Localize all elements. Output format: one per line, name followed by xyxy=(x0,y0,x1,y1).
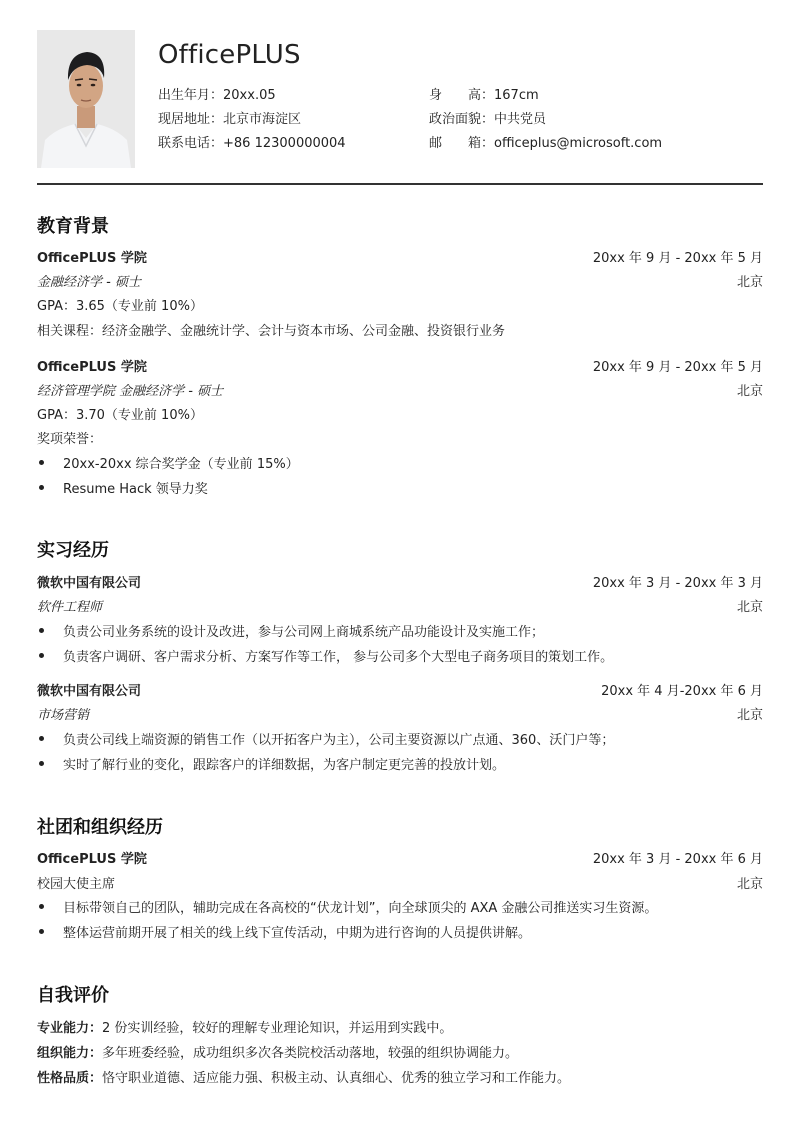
internship-1-city: 北京 xyxy=(736,600,763,615)
education-2-gpa: GPA：3.70（专业前 10%） xyxy=(37,408,203,423)
height-row xyxy=(429,84,539,103)
self-eval-label: 组织能力： xyxy=(37,1046,103,1061)
height-value: 167cm xyxy=(494,88,539,103)
self-eval-label: 性格品质： xyxy=(37,1071,103,1086)
list-item: Resume Hack 领导力奖 xyxy=(63,478,208,497)
list-item: 实时了解行业的变化，跟踪客户的详细数据，为客户制定更完善的投放计划。 xyxy=(63,754,505,773)
education-1-major: 金融经济学 - 硕士 xyxy=(37,275,141,290)
birth-date-row xyxy=(158,84,276,103)
clubs-1-date: 20xx 年 3 月 - 20xx 年 6 月 xyxy=(592,852,763,867)
email-label: 邮 箱： xyxy=(429,136,495,151)
phone-row xyxy=(158,132,346,151)
education-2-school: OfficePLUS 学院 xyxy=(37,360,147,375)
internship-2-role: 市场营销 xyxy=(37,708,90,723)
self-eval-section-title: 自我评价 xyxy=(37,985,109,1006)
self-eval-label: 专业能力： xyxy=(37,1021,103,1036)
address-label: 现居地址： xyxy=(158,112,224,127)
political-status-row xyxy=(429,108,546,127)
education-1-city: 北京 xyxy=(736,275,763,290)
internship-1-date: 20xx 年 3 月 - 20xx 年 3 月 xyxy=(592,576,763,591)
self-eval-text: 多年班委经验，成功组织多次各类院校活动落地，较强的组织协调能力。 xyxy=(102,1046,519,1061)
list-item: 负责客户调研、客户需求分析、方案写作等工作， 参与公司多个大型电子商务项目的策划工作。 xyxy=(63,646,613,665)
education-2-city: 北京 xyxy=(736,384,763,399)
address-value: 北京市海淀区 xyxy=(223,112,302,127)
clubs-entry-1-header xyxy=(37,848,763,867)
self-eval-item-professional xyxy=(37,1017,763,1036)
internship-section-title: 实习经历 xyxy=(37,540,109,561)
self-eval-item-character xyxy=(37,1067,763,1086)
education-1-school: OfficePLUS 学院 xyxy=(37,251,147,266)
list-item: 20xx-20xx 综合奖学金（专业前 15%） xyxy=(63,453,299,472)
clubs-1-org: OfficePLUS 学院 xyxy=(37,852,147,867)
internship-2-city: 北京 xyxy=(736,708,763,723)
list-item: 负责公司线上端资源的销售工作（以开拓客户为主），公司主要资源以广点通、360、沃门户等； xyxy=(63,729,614,748)
resume-header xyxy=(37,28,763,168)
internship-1-company: 微软中国有限公司 xyxy=(37,576,142,591)
internship-entry-2-role-row xyxy=(37,704,763,723)
internship-entry-1-role-row xyxy=(37,596,763,615)
self-eval-text: 2 份实训经验，较好的理解专业理论知识，并运用到实践中。 xyxy=(102,1021,453,1036)
education-1-courses: 相关课程：经济金融学、金融统计学、会计与资本市场、公司金融、投资银行业务 xyxy=(37,324,506,339)
phone-label: 联系电话： xyxy=(158,136,224,151)
phone-value: +86 12300000004 xyxy=(223,136,346,151)
internship-2-company: 微软中国有限公司 xyxy=(37,684,142,699)
resume-page xyxy=(37,28,763,1086)
education-entry-1-major-row xyxy=(37,271,763,290)
birth-date-value: 20xx.05 xyxy=(223,88,276,103)
political-status-value: 中共党员 xyxy=(494,112,547,127)
profile-photo xyxy=(37,30,135,168)
education-2-major: 经济管理学院 金融经济学 - 硕士 xyxy=(37,384,224,399)
education-1-gpa: GPA：3.65（专业前 10%） xyxy=(37,299,203,314)
candidate-name: OfficePLUS xyxy=(158,40,301,70)
list-item: 目标带领自己的团队，辅助完成在各高校的“伏龙计划”，向全球顶尖的 AXA 金融公司推送实习生资源。 xyxy=(63,897,657,916)
education-2-awards-label: 奖项荣誉： xyxy=(37,432,103,447)
self-eval-text: 恪守职业道德、适应能力强、积极主动、认真细心、优秀的独立学习和工作能力。 xyxy=(102,1071,571,1086)
education-section-title: 教育背景 xyxy=(37,216,109,237)
clubs-entry-1-role-row xyxy=(37,873,763,892)
internship-entry-1-header xyxy=(37,572,763,591)
internship-1-role: 软件工程师 xyxy=(37,600,103,615)
height-label: 身 高： xyxy=(429,88,495,103)
clubs-1-city: 北京 xyxy=(736,877,763,892)
internship-entry-2-header xyxy=(37,680,763,699)
list-item: 负责公司业务系统的设计及改进，参与公司网上商城系统产品功能设计及实施工作； xyxy=(63,621,544,640)
education-entry-2-header xyxy=(37,356,763,375)
header-divider xyxy=(37,183,763,185)
address-row xyxy=(158,108,301,127)
internship-2-date: 20xx 年 4 月-20xx 年 6 月 xyxy=(601,684,763,699)
email-row xyxy=(429,132,662,151)
education-entry-2-major-row xyxy=(37,380,763,399)
list-item: 整体运营前期开展了相关的线上线下宣传活动，中期为进行咨询的人员提供讲解。 xyxy=(63,922,531,941)
birth-date-label: 出生年月： xyxy=(158,88,224,103)
education-entry-1-header xyxy=(37,247,763,266)
clubs-section-title: 社团和组织经历 xyxy=(37,817,163,838)
political-status-label: 政治面貌： xyxy=(429,112,495,127)
education-2-date: 20xx 年 9 月 - 20xx 年 5 月 xyxy=(592,360,763,375)
self-eval-item-organization xyxy=(37,1042,763,1061)
education-1-date: 20xx 年 9 月 - 20xx 年 5 月 xyxy=(592,251,763,266)
email-value: officeplus@microsoft.com xyxy=(494,136,663,151)
clubs-1-role: 校园大使主席 xyxy=(37,877,116,892)
